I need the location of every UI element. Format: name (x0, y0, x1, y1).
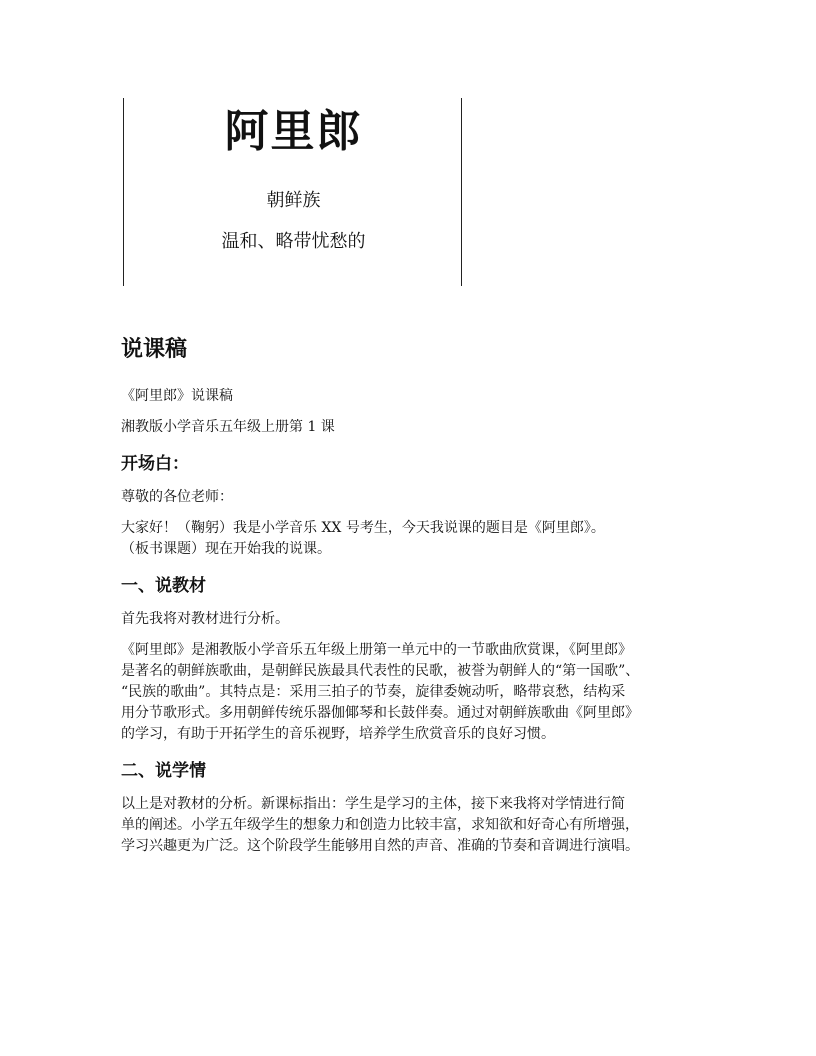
textbook-info: 湘教版小学音乐五年级上册第 1 课 (121, 419, 335, 435)
paragraph-line: 用分节歌形式。多用朝鲜传统乐器伽倻琴和长鼓伴奏。通过对朝鲜族歌曲《阿里郎》 (121, 705, 639, 721)
title-box (123, 98, 462, 286)
paragraph-line: 单的阐述。小学五年级学生的想象力和创造力比较丰富，求知欲和好奇心有所增强， (121, 817, 639, 833)
lesson-subtitle: 《阿里郎》说课稿 (121, 388, 233, 404)
materials-intro: 首先我将对教材进行分析。 (121, 611, 289, 627)
paragraph-line: （板书课题）现在开始我的说课。 (121, 541, 331, 557)
ethnic-group: 朝鲜族 (266, 190, 321, 211)
paragraph-line: 是著名的朝鲜族歌曲，是朝鲜民族最具代表性的民歌，被誉为朝鲜人的“第一国歌”、 (121, 663, 640, 679)
song-title: 阿里郎 (224, 106, 363, 157)
song-mood: 温和、略带忧愁的 (221, 231, 366, 252)
paragraph-line: 大家好！（鞠躬）我是小学音乐 XX 号考生，今天我说课的题目是《阿里郎》。 (121, 520, 605, 536)
opening-paragraph (121, 518, 713, 560)
paragraph-line: “民族的歌曲”。其特点是：采用三拍子的节奏，旋律委婉动听，略带哀愁，结构采 (121, 684, 626, 700)
section-heading-materials: 一、说教材 (121, 576, 206, 596)
paragraph-line: 《阿里郎》是湘教版小学音乐五年级上册第一单元中的一节歌曲欣赏课，《阿里郎》 (121, 642, 632, 658)
paragraph-line: 学习兴趣更为广泛。这个阶段学生能够用自然的声音、准确的节奏和音调进行演唱。 (121, 838, 639, 854)
document-body (121, 334, 713, 867)
document-heading: 说课稿 (121, 337, 188, 362)
opening-heading: 开场白： (121, 454, 189, 474)
paragraph-line: 的学习，有助于开拓学生的音乐视野，培养学生欣赏音乐的良好习惯。 (121, 726, 555, 742)
paragraph-line: 以上是对教材的分析。新课标指出：学生是学习的主体，接下来我将对学情进行简 (121, 796, 625, 812)
students-paragraph (121, 794, 713, 857)
section-heading-students: 二、说学情 (121, 761, 206, 781)
opening-greeting: 尊敬的各位老师： (121, 489, 233, 505)
materials-paragraph (121, 640, 713, 745)
